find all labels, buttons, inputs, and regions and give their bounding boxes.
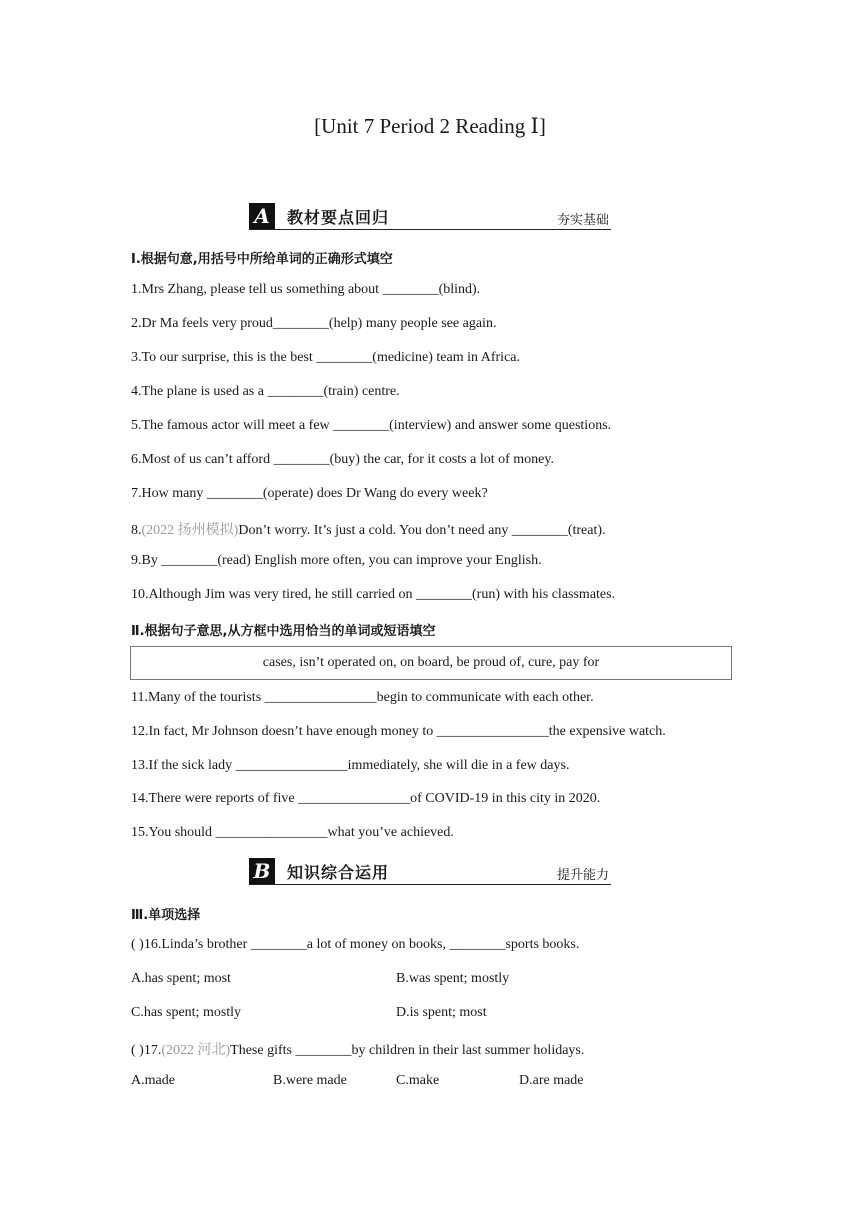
page-title: [Unit 7 Period 2 Reading Ⅰ] (314, 114, 546, 138)
banner-a-badge: A (249, 203, 275, 229)
question-12: 12.In fact, Mr Johnson doesn’t have enough money to ________________the expensive watch. (131, 724, 666, 739)
question-16-option-a: A.has spent; most (131, 971, 231, 986)
banner-b-subtitle: 提升能力 (556, 868, 609, 883)
question-8-text: Don’t worry. It’s just a cold. You don’t need any ________(treat). (238, 523, 606, 538)
question-17-prefix: ( )17. (131, 1043, 162, 1058)
section-1-heading: Ⅰ.根据句意,用括号中所给单词的正确形式填空 (131, 252, 393, 267)
question-2: 2.Dr Ma feels very proud________(help) many people see again. (131, 316, 497, 331)
question-17-source: (2022 河北) (161, 1043, 231, 1058)
question-16: ( )16.Linda’s brother ________a lot of money on books, ________sports books. (131, 937, 580, 952)
section-banner-a (249, 203, 611, 230)
banner-b-badge: B (249, 858, 275, 884)
question-6: 6.Most of us can’t afford ________(buy) the car, for it costs a lot of money. (131, 452, 554, 467)
section-banner-b (249, 858, 611, 885)
section-3-heading: Ⅲ.单项选择 (131, 908, 201, 923)
question-15: 15.You should ________________what you’ve achieved. (131, 825, 454, 840)
question-17-option-a: A.made (131, 1073, 175, 1088)
question-11: 11.Many of the tourists ________________begin to communicate with each other. (131, 690, 594, 705)
banner-a-subtitle: 夯实基础 (556, 213, 609, 228)
question-17-option-d: D.are made (519, 1073, 584, 1088)
banner-b-title: 知识综合运用 (287, 863, 390, 882)
question-4: 4.The plane is used as a ________(train) centre. (131, 384, 400, 399)
word-box: cases, isn’t operated on, on board, be proud of, cure, pay for (130, 646, 732, 680)
question-8 (131, 519, 606, 539)
question-17-option-c: C.make (396, 1073, 440, 1088)
question-8-number: 8. (131, 523, 142, 538)
question-17-text: These gifts ________by children in their last summer holidays. (230, 1043, 585, 1058)
question-16-option-c: C.has spent; mostly (131, 1005, 242, 1020)
question-16-option-d: D.is spent; most (396, 1005, 487, 1020)
question-13: 13.If the sick lady ________________immediately, she will die in a few days. (131, 758, 570, 773)
question-10: 10.Although Jim was very tired, he still carried on ________(run) with his classmates. (131, 587, 616, 602)
question-16-option-b: B.was spent; mostly (396, 971, 510, 986)
question-1: 1.Mrs Zhang, please tell us something about ________(blind). (131, 282, 481, 297)
question-14: 14.There were reports of five ________________of COVID-19 in this city in 2020. (131, 791, 601, 806)
question-5: 5.The famous actor will meet a few ________(interview) and answer some questions. (131, 418, 612, 433)
banner-a-title: 教材要点回归 (287, 208, 390, 227)
question-3: 3.To our surprise, this is the best ________(medicine) team in Africa. (131, 350, 520, 365)
question-9: 9.By ________(read) English more often, you can improve your English. (131, 553, 542, 568)
question-17-option-b: B.were made (273, 1073, 347, 1088)
question-17 (131, 1039, 584, 1059)
question-7: 7.How many ________(operate) does Dr Wang do every week? (131, 486, 488, 501)
question-8-source: (2022 扬州模拟) (141, 523, 239, 538)
section-2-heading: Ⅱ.根据句子意思,从方框中选用恰当的单词或短语填空 (131, 624, 436, 639)
